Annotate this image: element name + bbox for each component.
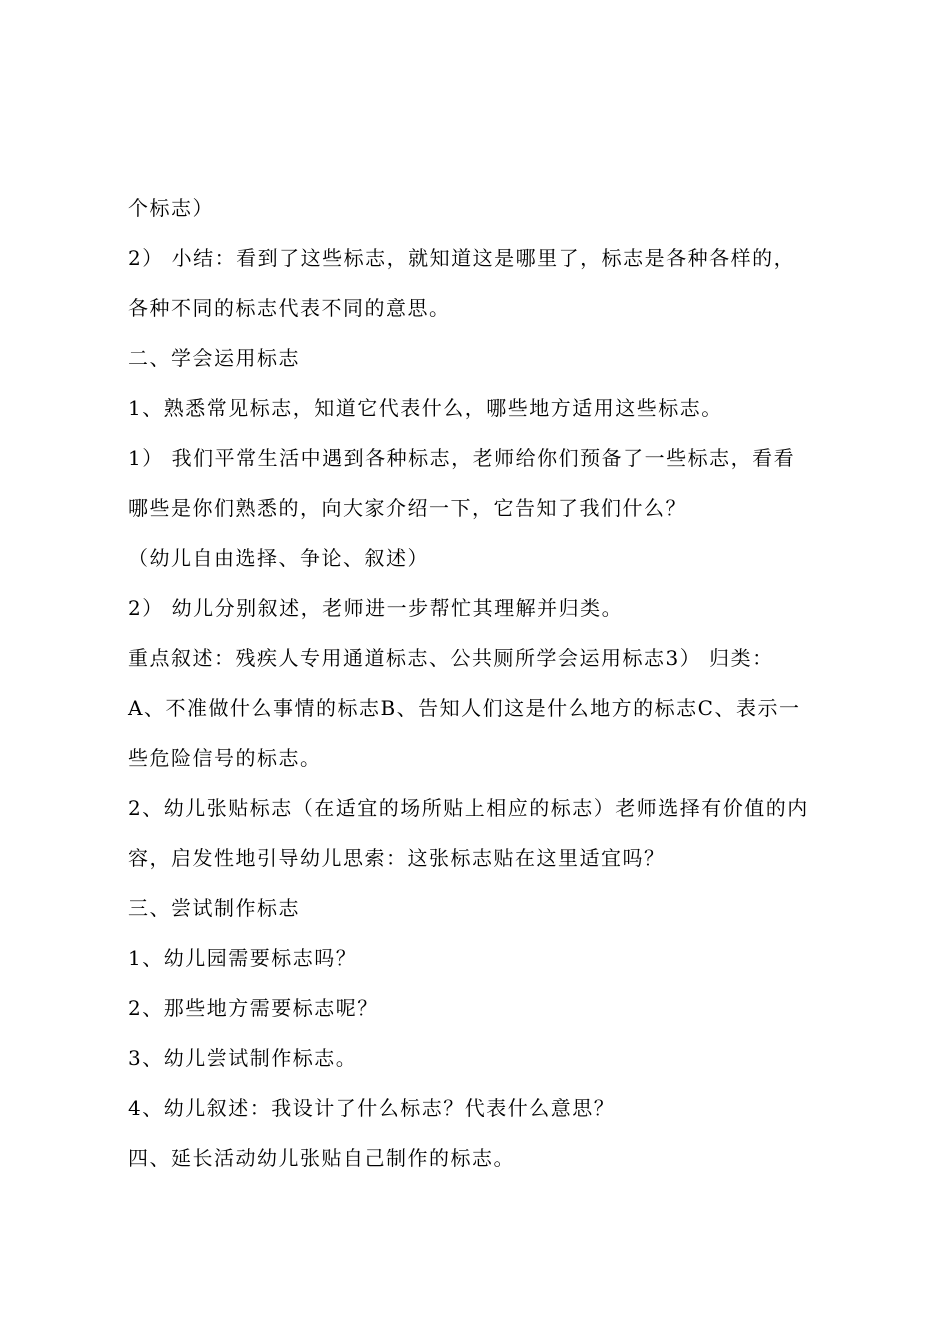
text-line-continuation: 个标志） [128,196,214,220]
text-line-summary: 2） 小结：看到了这些标志，就知道这是哪里了，标志是各种各样的， [128,246,796,270]
section-heading-3: 三、尝试制作标志 [128,896,300,920]
text-line-step-4: 4、幼儿叙述：我设计了什么标志？代表什么意思？ [128,1096,616,1120]
text-line-subitem-1-cont: 哪些是你们熟悉的，向大家介绍一下，它告知了我们什么？ [128,496,687,520]
text-line-step-3: 3、幼儿尝试制作标志。 [128,1046,358,1070]
text-line-categories: A、不准做什么事情的标志B、告知人们这是什么地方的标志C、表示一 [128,696,801,720]
text-line-question-2: 2、那些地方需要标志呢？ [128,996,379,1020]
text-line-item-2: 2、幼儿张贴标志（在适宜的场所贴上相应的标志）老师选择有价值的内 [128,796,809,820]
text-line-note: （幼儿自由选择、争论、叙述） [128,546,429,570]
text-line-subitem-1: 1） 我们平常生活中遇到各种标志，老师给你们预备了一些标志，看看 [128,446,796,470]
section-heading-2: 二、学会运用标志 [128,346,300,370]
text-line-subitem-2: 2） 幼儿分别叙述，老师进一步帮忙其理解并归类。 [128,596,624,620]
text-line-summary-cont: 各种不同的标志代表不同的意思。 [128,296,451,320]
document-body [128,183,838,1183]
text-line-item-1: 1、熟悉常见标志，知道它代表什么，哪些地方适用这些标志。 [128,396,723,420]
text-line-categories-cont: 些危险信号的标志。 [128,746,322,770]
section-heading-4: 四、延长活动幼儿张贴自己制作的标志。 [128,1146,515,1170]
text-line-item-2-cont: 容，启发性地引导幼儿思索：这张标志贴在这里适宜吗？ [128,846,666,870]
text-line-key-points: 重点叙述：残疾人专用通道标志、公共厕所学会运用标志3） 归类： [128,646,774,670]
text-line-question-1: 1、幼儿园需要标志吗？ [128,946,358,970]
